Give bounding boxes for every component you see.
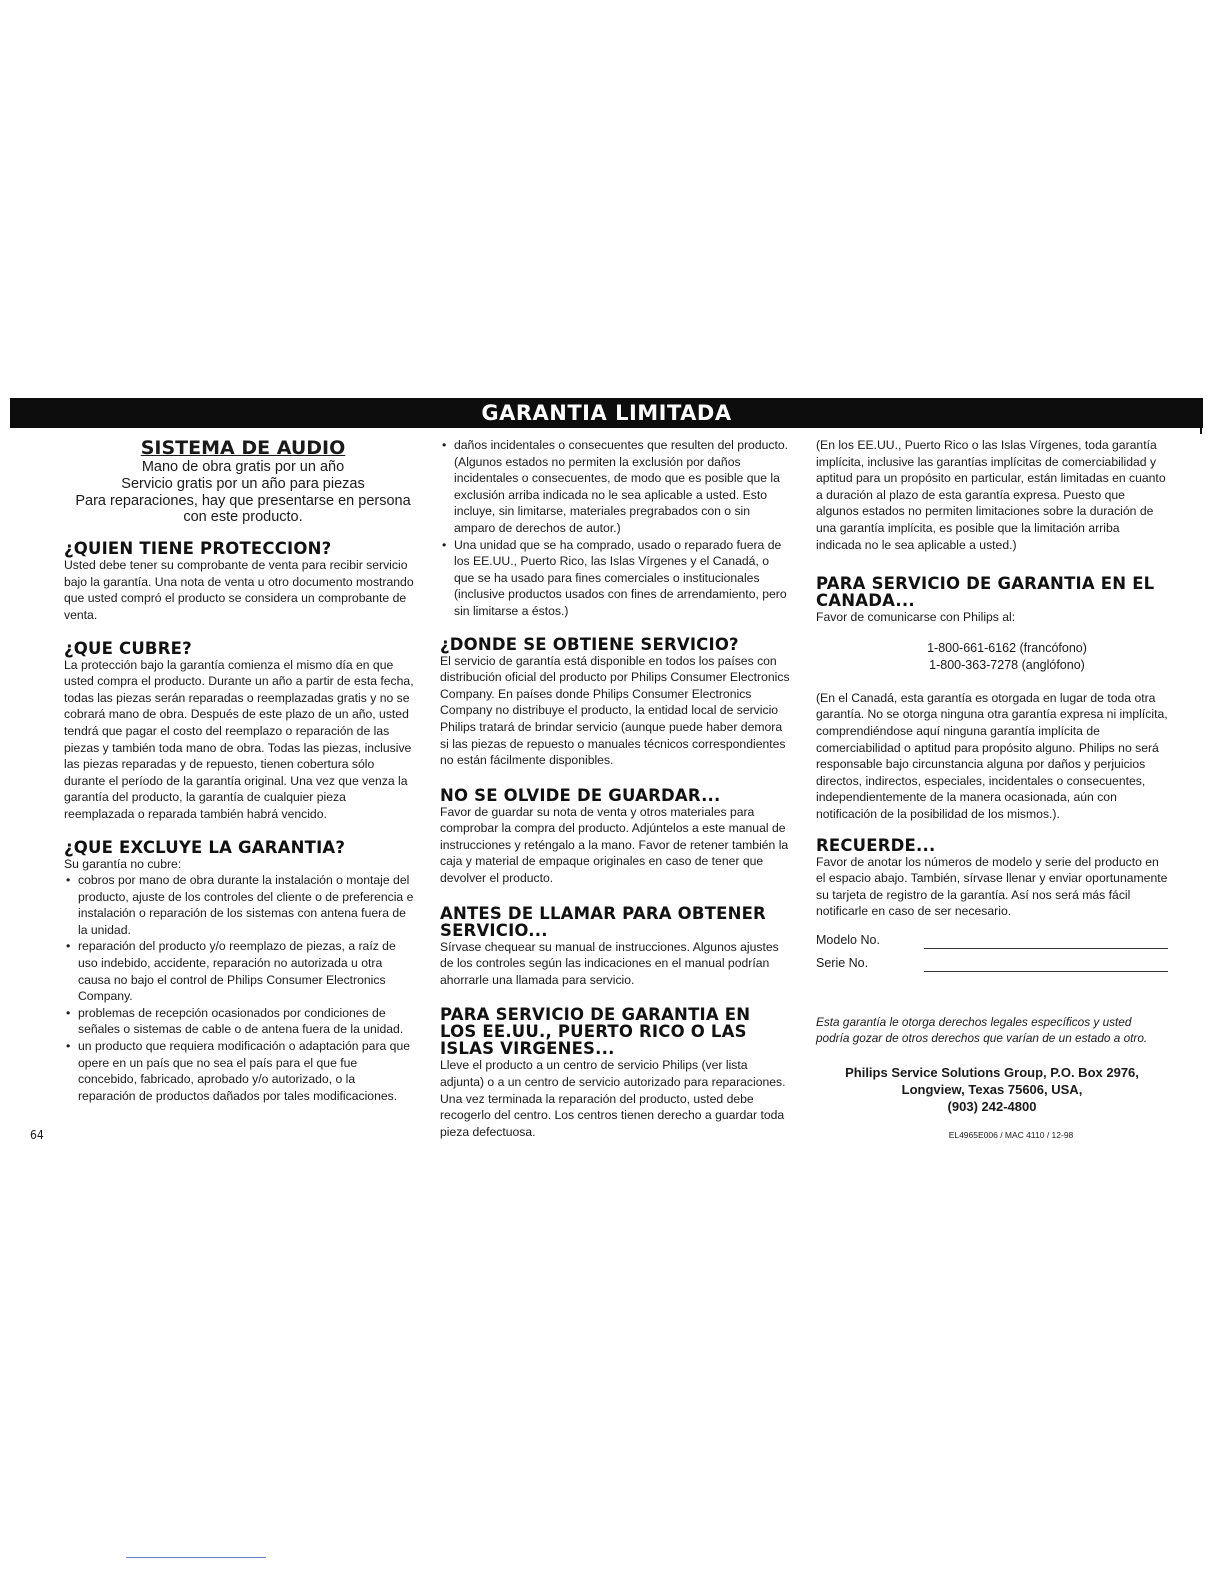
section-body-who: Usted debe tener su comprobante de venta para recibir servicio bajo la garantía. Una nota de venta u otro documento mostrando que usted compró el producto se considera un comprobante de venta. [64,558,414,622]
subtitle-line: Mano de obra gratis por un año [141,459,345,475]
section-heading-remember: RECUERDE... [816,835,936,855]
model-input-line[interactable] [924,938,1168,949]
list-item: • Una unidad que se ha comprado, usado o reparado fuera de los EE.UU., Puerto Rico, las Islas Vírgenes y el Canadá, o que se ha usado para fines comerciales o institucionales (inclusive productos usados con fines de arrendamiento, pero sin limitarse a éstos.) [440,537,792,620]
section-body-canada: Favor de comunicarse con Philips al: [816,610,1016,625]
serial-field[interactable] [816,949,1168,972]
section-heading-who: ¿QUIEN TIENE PROTECCION? [64,539,332,559]
phone-english: 1-800-363-7278 (anglófono) [929,657,1085,672]
page-banner: GARANTIA LIMITADA [10,398,1203,428]
contact-line: Philips Service Solutions Group, P.O. Box 2976, [845,1064,1139,1080]
legal-rights-note: Esta garantía le otorga derechos legales específicos y usted podría gozar de otros derechos que varían de un estado a otro. [816,1014,1148,1045]
canada-note: (En el Canadá, esta garantía es otorgada en lugar de toda otra garantía. No se otorga ninguna otra garantía expresa ni implícita, comprendiéndose aquí ninguna garantía implícita de comerciabilidad o aptitud para propósito alguno. Philips no será responsable bajo circunstancia alguna por daños y perjuicios directos, indirectos, especiales, incidentales o consecuentes, independientemente de la manera ocasionada, aún con notificación de la posibilidad de los mismos.). [816,690,1168,821]
main-title: SISTEMA DE AUDIO [140,437,346,459]
section-heading-save: NO SE OLVIDE DE GUARDAR... [440,785,721,805]
section-heading-excludes: ¿QUE EXCLUYE LA GARANTIA? [64,837,346,857]
list-item: • un producto que requiera modificación o adaptación para que opere en un país que no sea el país para el que fue concebido, fabricado, aprobado y/o autorizado, o la reparación de productos dañados por tales modificaciones. [64,1038,416,1104]
contact-phone: (903) 242-4800 [947,1098,1037,1114]
list-item: • reparación del producto y/o reemplazo de piezas, a raíz de uso indebido, accidente, reparación no autorizada u otra causa no bajo el control de Philips Consumer Electronics Company. [64,938,416,1004]
section-heading-covers: ¿QUE CUBRE? [64,638,192,658]
phone-french: 1-800-661-6162 (francófono) [927,640,1087,655]
footer-rule [126,1557,266,1558]
section-heading-canada: PARA SERVICIO DE GARANTIA EN EL CANADA... [816,574,1155,611]
page-number: 64 [30,1128,44,1142]
section-heading-where: ¿DONDE SE OBTIENE SERVICIO? [440,634,739,654]
implied-warranty-text: (En los EE.UU., Puerto Rico o las Islas Vírgenes, toda garantía implícita, inclusive las garantías implícitas de comerciabilidad y aptitud para un propósito en particular, están limitadas en cuanto a duración al plazo de esta garantía expresa. Puesto que algunos estados no permiten limitaciones sobre la duración de una garantía implícita, es posible que la limitación arriba indicada no le sea aplicable a usted.) [816,438,1166,552]
section-body-remember: Favor de anotar los números de modelo y serie del producto en el espacio abajo. También, sírvase llenar y enviar oportunamente su tarjeta de registro de la garantía. Así nos será más fácil notificarle en caso de ser necesario. [816,854,1168,919]
model-label: Modelo No. [816,933,880,948]
section-heading-before-call: ANTES DE LLAMAR PARA OBTENER SERVICIO... [440,903,766,940]
subtitle-line: Para reparaciones, hay que presentarse en persona [75,492,411,509]
column-middle [440,437,792,1140]
subtitle-line: con este producto. [183,509,303,526]
column-right [816,437,1168,1143]
serial-input-line[interactable] [924,961,1168,972]
list-item: • daños incidentales o consecuentes que resulten del producto. (Algunos estados no permiten la exclusión por daños incidentales o consecuentes, de modo que es posible que la exclusión arriba indicada no le sea aplicable a usted. Esto incluye, sin limitarse, materiales pregrabados con o sin amparo de derechos de autor.) [440,437,792,537]
section-body-usa-service: Lleve el producto a un centro de servicio Philips (ver lista adjunta) o a un centro de servicio autorizado para reparaciones. Una vez terminada la reparación del producto, usted debe recogerlo del centro. Los centros tienen derecho a guardar toda pieza defectuosa. [440,1058,786,1139]
banner-edge [1200,398,1202,434]
column-left [64,437,416,1104]
section-body-covers: La protección bajo la garantía comienza el mismo día en que usted compra el producto. Durante un año a partir de esta fecha, todas las piezas serán reparadas o reemplazadas gratis y no se cobrará mano de obra. Después de este plazo de un año, usted tendrá que pagar el costo del reemplazo o reparación de las piezas y también toda mano de obra. Todas las piezas, inclusive las piezas reparadas y de repuesto, tienen cobertura sólo durante el período de la garantía original. Una vez que venza la garantía del producto, la garantía de cualquier pieza reemplazada o reparada también habrá vencido. [64,657,414,821]
model-field[interactable] [816,926,1168,949]
section-body-where: El servicio de garantía está disponible en todos los países con distribución oficial del producto por Philips Consumer Electronics Company. En países donde Philips Consumer Electronics Company no distribuye el producto, la entidad local de servicio Philips tratará de brindar servicio (aunque puede haber demora si las piezas de repuesto o manuales técnicos correspondientes no están fácilmente disponibles. [440,653,790,768]
excludes-list-continued [440,437,792,620]
contact-line: Longview, Texas 75606, USA, [901,1081,1083,1097]
subtitle-line: Servicio gratis por un año para piezas [121,475,365,492]
list-item: • cobros por mano de obra durante la instalación o montaje del producto, ajuste de los controles del cliente o de preferencia e instalación o reparación de los sistemas con antena fuera de la unidad. [64,872,416,938]
section-body-before-call: Sírvase chequear su manual de instrucciones. Algunos ajustes de los controles según las indicaciones en el manual podrían ahorrarle una llamada para servicio. [440,939,779,987]
section-intro-excludes: Su garantía no cubre: [64,856,182,871]
excludes-list [64,872,416,1104]
section-body-save: Favor de guardar su nota de venta y otros materiales para comprobar la compra del producto. Adjúntelos a este manual de instrucciones y reténgalo a la mano. Favor de retener también la caja y material de empaque originales en caso de tener que devolver el producto. [440,804,789,886]
list-item: • problemas de recepción ocasionados por condiciones de señales o sistemas de cable o de antena fuera de la unidad. [64,1005,416,1038]
serial-label: Serie No. [816,956,869,971]
section-heading-usa-service: PARA SERVICIO DE GARANTIA EN LOS EE.UU., PUERTO RICO O LAS ISLAS VIRGENES... [440,1005,751,1059]
document-code: EL4965E006 / MAC 4110 / 12-98 [948,1129,1074,1140]
